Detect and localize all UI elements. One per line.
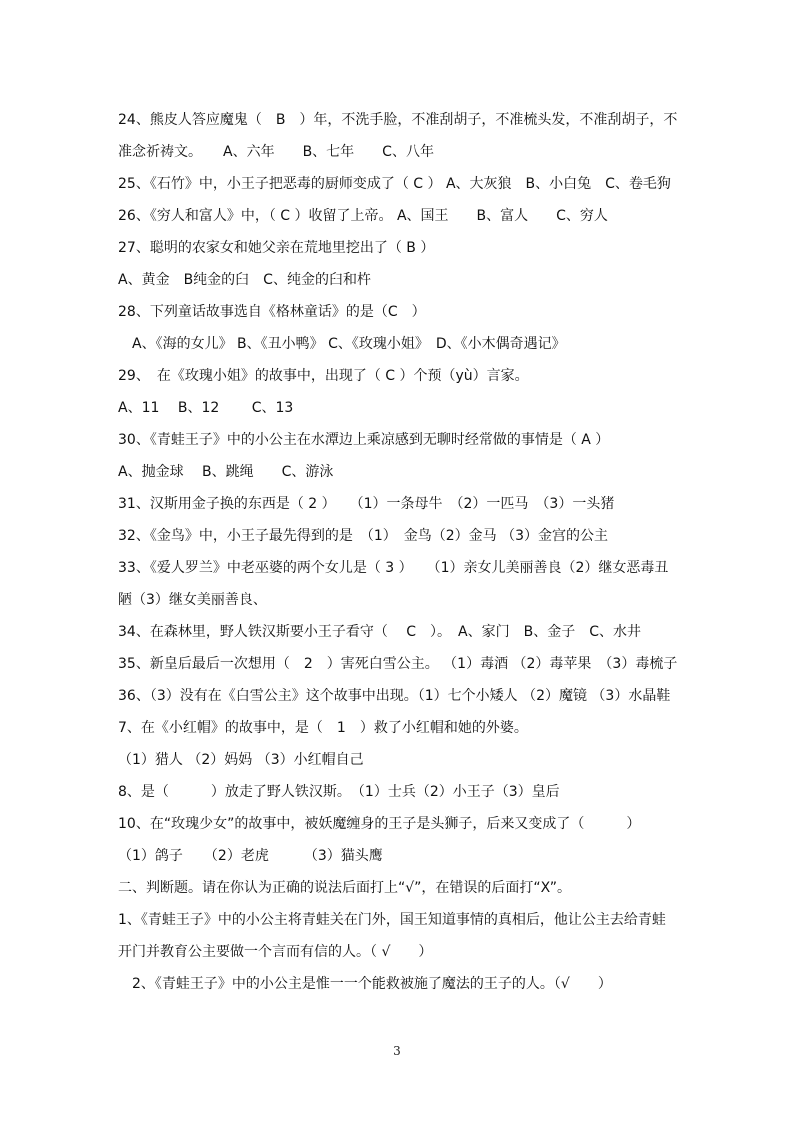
question-30-options: A、抛金球 B、跳绳 C、游泳 (118, 464, 334, 480)
question-35-line: 35、新皇后最后一次想用（ 2 ）害死白雪公主。 （1）毒酒 （2）毒苹果 （3）毒梳子 (118, 656, 678, 672)
question-29-options: A、11 B、12 C、13 (118, 400, 294, 416)
section-two-heading: 二、判断题。请在你认为正确的说法后面打上“√”，在错误的后面打“X”。 (118, 880, 571, 896)
question-36-line: 36、（3）没有在《白雪公主》这个故事中出现。（1）七个小矮人 （2）魔镜 （3）水晶鞋 (118, 688, 671, 704)
true-false-1-line-2: 开门并教育公主要做一个言而有信的人。（ √ ） (118, 944, 433, 960)
question-32-line: 32、《金鸟》中，小王子最先得到的是 （1） 金鸟（2）金马 （3）金宫的公主 (118, 528, 608, 544)
question-7-options: （1）猎人 （2）妈妈 （3）小红帽自己 (118, 752, 364, 768)
question-34-line: 34、在森林里，野人铁汉斯要小王子看守（ C ）。 A、家门 B、金子 C、水井 (118, 624, 641, 640)
question-27-options: A、黄金 B纯金的臼 C、纯金的臼和杵 (118, 272, 371, 288)
question-33-line-1: 33、《爱人罗兰》中老巫婆的两个女儿是（ 3 ） （1）亲女儿美丽善良（2）继女恶毒丑 (118, 560, 669, 576)
question-8-line: 8、是（ ）放走了野人铁汉斯。 （1）士兵（2）小王子（3）皇后 (118, 784, 560, 800)
question-28-line: 28、下列童话故事选自《格林童话》的是（C ） (118, 304, 426, 320)
question-10-line: 10、在“玫瑰少女”的故事中，被妖魔缠身的王子是头狮子，后来又变成了（ ） (118, 816, 641, 832)
question-28-options: A、《海的女儿》 B、《丑小鸭》 C、《玫瑰小姐》 D、《小木偶奇遇记》 (118, 336, 566, 352)
question-7-line: 7、在《小红帽》的故事中，是（ 1 ）救了小红帽和她的外婆。 (118, 720, 528, 736)
question-30-line: 30、《青蛙王子》中的小公主在水潭边上乘凉感到无聊时经常做的事情是（ A ） (118, 432, 610, 448)
true-false-1-line-1: 1、《青蛙王子》中的小公主将青蛙关在门外，国王知道事情的真相后，他让公主去给青蛙 (118, 912, 666, 928)
question-24-line-1: 24、熊皮人答应魔鬼（ B ）年，不洗手脸，不准刮胡子，不准梳头发，不准刮胡子，不 (118, 112, 678, 128)
page-number: 3 (393, 1044, 401, 1058)
question-27-line: 27、聪明的农家女和她父亲在荒地里挖出了（ B ） (118, 240, 435, 256)
document-body (118, 104, 704, 1000)
question-29-line: 29、 在《玫瑰小姐》的故事中，出现了（ C ）个预（yù）言家。 (118, 368, 529, 384)
true-false-2-line: 2、《青蛙王子》中的小公主是惟一一个能救被施了魔法的王子的人。（√ ） (118, 976, 612, 992)
question-26-line: 26、《穷人和富人》中，（ C ）收留了上帝。 A、国王 B、富人 C、穷人 (118, 208, 608, 224)
question-31-line: 31、汉斯用金子换的东西是（ 2 ） （1）一条母牛 （2）一匹马 （3）一头猪 (118, 496, 615, 512)
question-24-line-2: 准念祈祷文。 A、六年 B、七年 C、八年 (118, 144, 434, 160)
question-10-options: （1）鸽子 （2）老虎 （3）猫头鹰 (118, 848, 383, 864)
question-33-line-2: 陋（3）继女美丽善良、 (118, 592, 267, 608)
question-25-line: 25、《石竹》中，小王子把恶毒的厨师变成了（ C ） A、大灰狼 B、小白兔 C、卷毛狗 (118, 176, 671, 192)
